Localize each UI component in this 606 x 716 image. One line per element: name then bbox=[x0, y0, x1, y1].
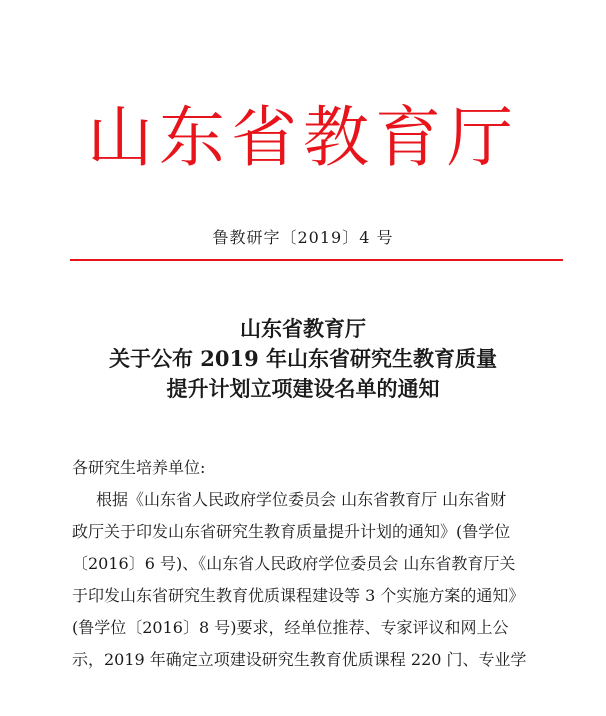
body-line: 政厅关于印发山东省研究生教育质量提升计划的通知》(鲁学位 bbox=[72, 522, 511, 541]
agency-masthead: 山东省教育厅 bbox=[87, 99, 519, 176]
red-divider-rule bbox=[70, 259, 563, 261]
body-line: 示，2019 年确定立项建设研究生教育优质课程 220 门、专业学 bbox=[72, 650, 527, 669]
document-number: 鲁教研字〔2019〕4 号 bbox=[212, 228, 394, 247]
document-body bbox=[72, 452, 566, 676]
body-line: 根据《山东省人民政府学位委员会 山东省教育厅 山东省财 bbox=[96, 490, 507, 509]
body-line: (鲁学位〔2016〕8 号)要求，经单位推荐、专家评议和网上公 bbox=[72, 618, 509, 637]
body-line: 于印发山东省研究生教育优质课程建设等 3 个实施方案的通知》 bbox=[72, 586, 525, 605]
title-line-3: 提升计划立项建设名单的通知 bbox=[166, 376, 440, 401]
title-line-1: 山东省教育厅 bbox=[240, 316, 366, 341]
title-line-2: 关于公布 2019 年山东省研究生教育质量 bbox=[108, 346, 498, 371]
document-title bbox=[0, 314, 606, 404]
salutation: 各研究生培养单位: bbox=[72, 458, 206, 477]
body-line: 〔2016〕6 号)、《山东省人民政府学位委员会 山东省教育厅关 bbox=[72, 554, 516, 573]
